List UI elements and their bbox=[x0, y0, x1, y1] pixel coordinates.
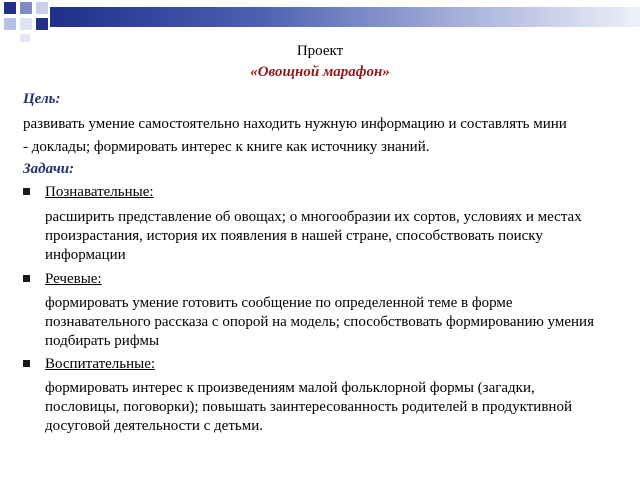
header-gradient-bar bbox=[50, 7, 640, 27]
task-label: Воспитательные: bbox=[45, 356, 156, 372]
deco-square bbox=[20, 2, 32, 14]
deco-square bbox=[4, 2, 16, 14]
task-label: Речевые: bbox=[45, 271, 102, 287]
deco-square bbox=[20, 34, 30, 42]
deco-square bbox=[20, 18, 32, 30]
slide-title: Проект bbox=[296, 43, 344, 59]
bullet-square-icon bbox=[23, 188, 30, 195]
goal-line: развивать умение самостоятельно находить нужную информацию и составлять мини bbox=[23, 116, 567, 132]
tasks-heading: Задачи: bbox=[23, 161, 75, 177]
goal-line: - доклады; формировать интерес к книге как источнику знаний. bbox=[23, 139, 430, 155]
task-text: формировать интерес к произведениям малой фольклорной формы (загадки, пословицы, поговорки); повышать заинтересованность родителей в продуктивной досуговой деятельности с детьми. bbox=[45, 380, 572, 434]
header-decoration bbox=[0, 0, 640, 44]
task-text: расширить представление об овощах; о многообразии их сортов, условиях и местах произрастания, история их появления в нашей стране, способствовать поиску информации bbox=[45, 209, 582, 263]
task-text: формировать умение готовить сообщение по определенной теме в форме познавательного рассказа с опорой на модель; способствовать формированию умения подбирать рифмы bbox=[45, 295, 594, 349]
deco-square bbox=[36, 2, 48, 14]
deco-square bbox=[36, 18, 48, 30]
task-label: Познавательные: bbox=[45, 184, 154, 200]
bullet-square-icon bbox=[23, 360, 30, 367]
goal-heading: Цель: bbox=[23, 91, 61, 107]
slide-subtitle: «Овощной марафон» bbox=[250, 64, 390, 80]
bullet-square-icon bbox=[23, 275, 30, 282]
deco-square bbox=[4, 18, 16, 30]
